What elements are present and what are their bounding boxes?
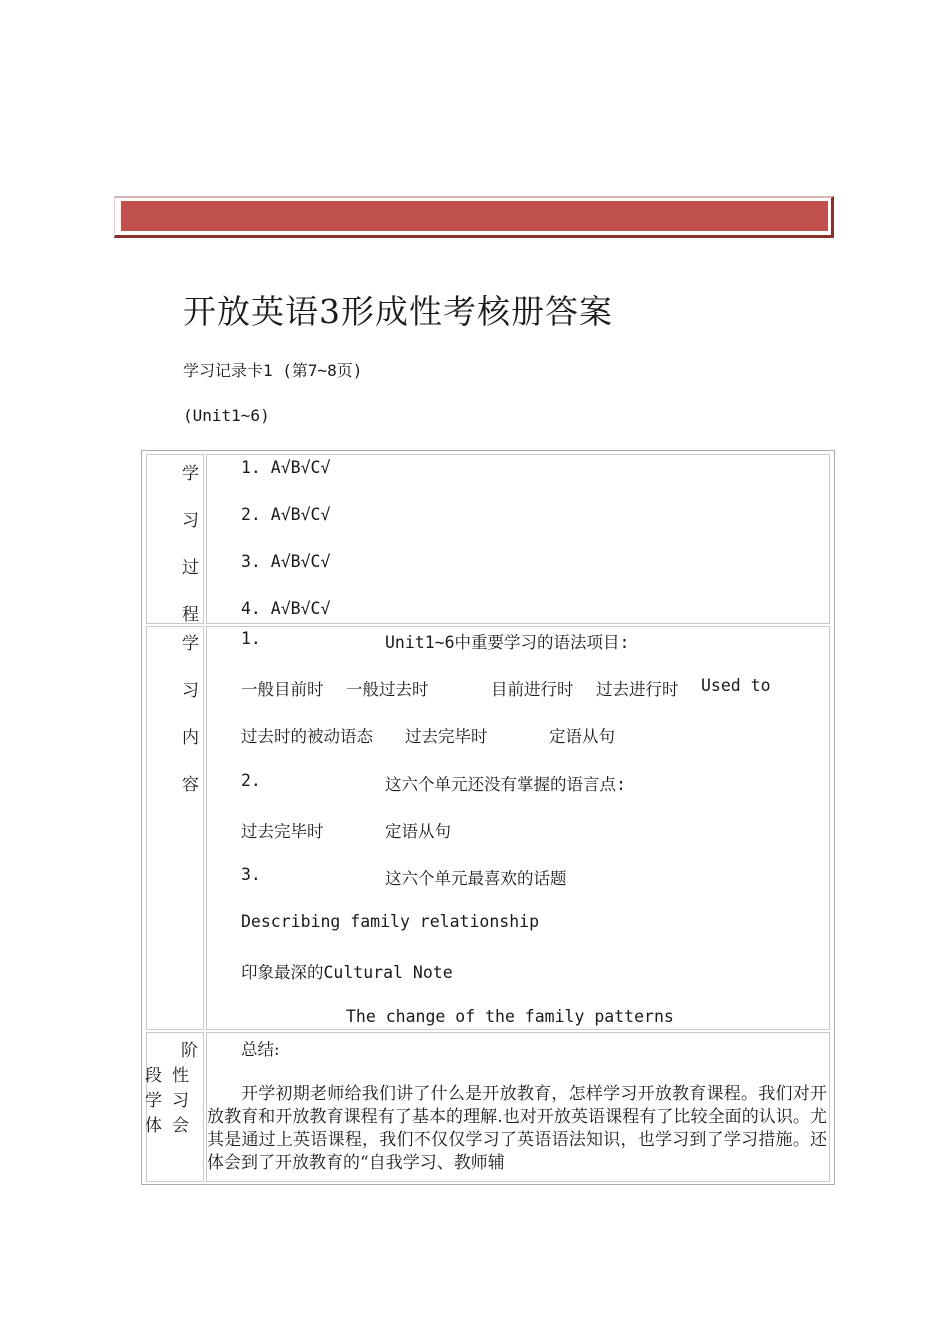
document-title: 开放英语3形成性考核册答案: [183, 292, 613, 331]
row-label-char: 习: [182, 681, 199, 701]
impressive-label: 印象最深的Cultural Note: [241, 963, 453, 982]
grammar-item: 一般目前时: [241, 680, 324, 699]
grammar-item: Used to: [701, 676, 771, 695]
answer-item: 3. A√B√C√: [241, 552, 331, 571]
unit-range: (Unit1~6): [183, 406, 270, 425]
row-label-char: 容: [182, 775, 199, 795]
row-label-char: 会: [172, 1116, 189, 1136]
unmastered-item: 定语从句: [385, 822, 451, 841]
summary-label: 总结:: [241, 1040, 280, 1059]
grammar-item: 一般过去时: [346, 680, 429, 699]
answer-item: 2. A√B√C√: [241, 505, 331, 524]
row-label-char: 学: [145, 1091, 162, 1111]
row-label-char: 习: [172, 1091, 189, 1111]
grammar-item: 过去进行时: [596, 680, 679, 699]
grammar-item: 过去完毕时: [405, 727, 488, 746]
grammar-item: 定语从句: [549, 727, 615, 746]
row-label-char: 性: [172, 1066, 189, 1086]
item-number: 2.: [241, 771, 261, 790]
row-label-char: 学: [182, 634, 199, 654]
header-banner: [121, 201, 828, 231]
item-number: 3.: [241, 865, 261, 884]
item-text: Unit1~6中重要学习的语法项目:: [385, 633, 630, 652]
summary-paragraph: 开学初期老师给我们讲了什么是开放教育，怎样学习开放教育课程。我们对开放教育和开放教育课程有了基本的理解.也对开放英语课程有了比较全面的认识。尤其是通过上英语课程，我们不仅仅学习了英语语法知识，也学习到了学习措施。还体会到了开放教育的“自我学习、教师辅: [207, 1084, 827, 1173]
row-label-char: 体: [145, 1116, 162, 1136]
item-text: 这六个单元还没有掌握的语言点:: [385, 775, 626, 794]
item-number: 1.: [241, 629, 261, 648]
row-label-char: 过: [182, 558, 199, 578]
row-label-cell-content: [146, 626, 204, 1030]
answer-item: 1. A√B√C√: [241, 458, 331, 477]
item-text: 这六个单元最喜欢的话题: [385, 869, 567, 888]
impressive-note: The change of the family patterns: [346, 1007, 674, 1026]
favorite-topic: Describing family relationship: [241, 912, 540, 931]
row-label-char: 段: [145, 1066, 162, 1086]
row-label-char: 内: [182, 728, 199, 748]
card-subtitle: 学习记录卡1 (第7~8页): [183, 361, 363, 380]
answer-item: 4. A√B√C√: [241, 599, 331, 618]
grammar-item: 过去时的被动语态: [241, 727, 373, 746]
row-label-char: 习: [182, 511, 199, 531]
unmastered-item: 过去完毕时: [241, 822, 324, 841]
row-label-cell-process: [146, 454, 204, 624]
row-label-char: 学: [182, 464, 199, 484]
row-label-char: 阶: [181, 1041, 198, 1061]
row-label-char: 程: [182, 605, 199, 625]
grammar-item: 目前进行时: [491, 680, 574, 699]
